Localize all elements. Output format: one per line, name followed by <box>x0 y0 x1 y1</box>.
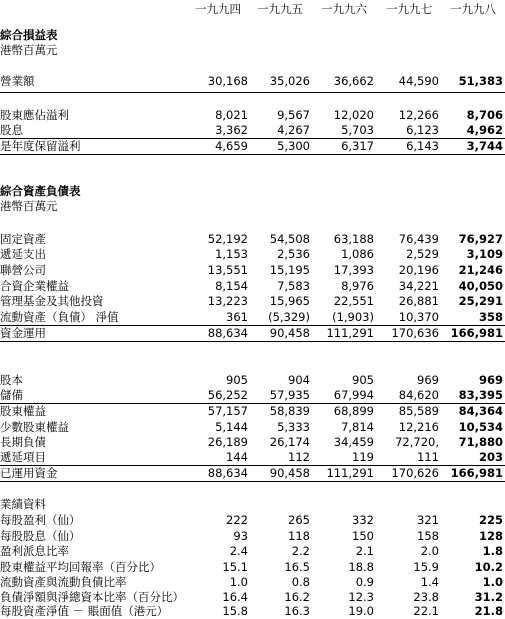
row-label: 管理基金及其他投資 <box>0 294 104 308</box>
table-row <box>0 419 505 435</box>
table-cell: 63,188 <box>333 232 374 246</box>
table-cell: 3,744 <box>466 139 503 153</box>
table-cell: 26,174 <box>269 435 310 449</box>
table-cell: (1,903) <box>332 310 374 324</box>
table-cell: 225 <box>478 513 503 527</box>
year-header-row <box>0 1 505 17</box>
table-cell: 84,620 <box>398 388 439 402</box>
table-cell: 0.8 <box>291 575 310 589</box>
table-cell: 2.0 <box>420 544 439 558</box>
table-cell: 5,333 <box>277 420 310 434</box>
table-cell: 118 <box>288 529 310 543</box>
table-cell: 203 <box>478 450 503 464</box>
table-cell: 144 <box>226 450 248 464</box>
table-row <box>0 387 505 403</box>
row-label: 負債淨額與淨總資本比率（百分比） <box>0 590 184 604</box>
table-cell: 111,291 <box>326 466 374 480</box>
table-cell: 15.1 <box>222 560 248 574</box>
table-cell: 12,266 <box>398 108 439 122</box>
table-row <box>0 372 505 388</box>
row-label: 股本 <box>0 373 23 387</box>
table-cell: 6,317 <box>341 139 374 153</box>
table-cell: 10,370 <box>398 310 439 324</box>
row-label: 營業額 <box>0 74 35 88</box>
table-row <box>0 325 505 341</box>
table-row <box>0 246 505 262</box>
table-cell: 22,551 <box>333 294 374 308</box>
table-cell: 88,634 <box>207 326 248 340</box>
table-cell: 150 <box>352 529 374 543</box>
table-cell: 90,458 <box>269 466 310 480</box>
table-cell: 5,144 <box>215 420 248 434</box>
table-cell: 13,223 <box>207 294 248 308</box>
table-cell: 21,246 <box>458 263 503 277</box>
table-row <box>0 543 505 559</box>
table-cell: 2,529 <box>406 247 439 261</box>
table-cell: 19.0 <box>348 604 374 618</box>
table-cell: 52,192 <box>207 232 248 246</box>
table-cell: 34,459 <box>333 435 374 449</box>
table-cell: 1,086 <box>341 247 374 261</box>
performance-title-row <box>0 496 505 512</box>
table-cell: 4,267 <box>277 123 310 137</box>
year-header: 一九九七 <box>386 2 432 16</box>
table-cell: 0.9 <box>355 575 374 589</box>
table-cell: 90,458 <box>269 326 310 340</box>
table-cell: 8,706 <box>466 108 503 122</box>
table-cell: 1.8 <box>482 544 503 558</box>
table-cell: 71,880 <box>458 435 503 449</box>
table-row <box>0 434 505 450</box>
table-cell: 16.2 <box>284 590 310 604</box>
table-cell: 2.4 <box>229 544 248 558</box>
table-cell: 83,395 <box>458 388 503 402</box>
table-cell: 26,881 <box>398 294 439 308</box>
table-cell: (5,329) <box>268 310 310 324</box>
row-label: 流動資產（負債） 淨值 <box>0 310 119 324</box>
table-cell: 1,153 <box>215 247 248 261</box>
table-cell: 31.2 <box>474 590 503 604</box>
table-cell: 5,703 <box>341 123 374 137</box>
table-cell: 23.8 <box>413 590 439 604</box>
table-cell: 166,981 <box>450 326 503 340</box>
row-label: 固定資產 <box>0 232 46 246</box>
table-row <box>0 293 505 309</box>
balance-sheet-title: 綜合資產負債表 <box>0 184 81 198</box>
table-row <box>0 528 505 544</box>
table-row <box>0 512 505 528</box>
table-cell: 10,534 <box>458 420 503 434</box>
table-cell: 85,589 <box>398 404 439 418</box>
table-cell: 2.2 <box>291 544 310 558</box>
table-cell: 12.3 <box>348 590 374 604</box>
table-cell: 36,662 <box>333 74 374 88</box>
row-label: 股息 <box>0 123 23 137</box>
table-cell: 969 <box>478 373 503 387</box>
table-cell: 4,659 <box>215 139 248 153</box>
table-row <box>0 231 505 247</box>
table-cell: 15.8 <box>222 604 248 618</box>
income-title-row <box>0 27 505 43</box>
table-row <box>0 73 505 89</box>
table-row <box>0 574 505 590</box>
row-label: 是年度保留溢利 <box>0 139 81 153</box>
year-header: 一九九四 <box>195 2 241 16</box>
table-row <box>0 138 505 154</box>
row-label: 聯營公司 <box>0 263 46 277</box>
table-cell: 969 <box>417 373 439 387</box>
table-row <box>0 559 505 575</box>
row-label: 股東權益平均回報率（百分比） <box>0 560 161 574</box>
table-cell: 15,195 <box>269 263 310 277</box>
income-statement-title: 綜合損益表 <box>0 28 58 42</box>
table-cell: 904 <box>288 373 310 387</box>
income-unit-row <box>0 42 505 58</box>
table-cell: 57,157 <box>207 404 248 418</box>
performance-title: 業績資料 <box>0 497 46 511</box>
balance-unit-row <box>0 198 505 214</box>
table-row <box>0 603 505 619</box>
table-row <box>0 262 505 278</box>
table-cell: 7,583 <box>277 279 310 293</box>
row-label: 長期負債 <box>0 435 46 449</box>
table-cell: 166,981 <box>450 466 503 480</box>
table-cell: 17,393 <box>333 263 374 277</box>
table-cell: 361 <box>226 310 248 324</box>
table-cell: 265 <box>288 513 310 527</box>
table-cell: 12,216 <box>398 420 439 434</box>
table-cell: 5,300 <box>277 139 310 153</box>
row-label: 每股盈利（仙） <box>0 513 81 527</box>
table-cell: 905 <box>226 373 248 387</box>
table-cell: 76,927 <box>458 232 503 246</box>
table-cell: 72,720, <box>395 435 439 449</box>
row-label: 已運用資金 <box>0 466 58 480</box>
table-cell: 88,634 <box>207 466 248 480</box>
row-label: 盈利派息比率 <box>0 544 69 558</box>
table-cell: 18.8 <box>348 560 374 574</box>
table-cell: 4,962 <box>466 123 503 137</box>
table-cell: 15,965 <box>269 294 310 308</box>
table-cell: 170,626 <box>391 466 439 480</box>
table-cell: 1.0 <box>229 575 248 589</box>
table-cell: 158 <box>417 529 439 543</box>
table-cell: 112 <box>288 450 310 464</box>
table-cell: 57,935 <box>269 388 310 402</box>
balance-unit-label: 港幣百萬元 <box>0 199 58 213</box>
table-cell: 2,536 <box>277 247 310 261</box>
table-cell: 26,189 <box>207 435 248 449</box>
divider <box>0 481 505 482</box>
table-cell: 9,567 <box>277 108 310 122</box>
row-label: 儲備 <box>0 388 23 402</box>
table-row <box>0 449 505 465</box>
table-cell: 12,020 <box>333 108 374 122</box>
divider <box>0 341 505 342</box>
row-label: 遞延支出 <box>0 247 46 261</box>
table-cell: 93 <box>233 529 248 543</box>
divider <box>0 92 505 93</box>
table-cell: 35,026 <box>269 74 310 88</box>
table-cell: 30,168 <box>207 74 248 88</box>
table-cell: 16.3 <box>284 604 310 618</box>
table-cell: 16.5 <box>284 560 310 574</box>
table-row <box>0 309 505 325</box>
table-cell: 111 <box>417 450 439 464</box>
table-cell: 905 <box>352 373 374 387</box>
table-cell: 58,839 <box>269 404 310 418</box>
table-cell: 111,291 <box>326 326 374 340</box>
row-label: 股東應佔溢利 <box>0 108 69 122</box>
table-cell: 1.4 <box>420 575 439 589</box>
table-cell: 44,590 <box>398 74 439 88</box>
income-unit-label: 港幣百萬元 <box>0 43 58 57</box>
table-cell: 15.9 <box>413 560 439 574</box>
table-cell: 20,196 <box>398 263 439 277</box>
table-cell: 76,439 <box>398 232 439 246</box>
table-row <box>0 465 505 481</box>
table-cell: 21.8 <box>474 604 503 618</box>
row-label: 每股資產淨值 － 賬面值（港元） <box>0 604 169 618</box>
row-label: 合資企業權益 <box>0 279 69 293</box>
table-cell: 128 <box>478 529 503 543</box>
table-cell: 8,021 <box>215 108 248 122</box>
table-cell: 6,143 <box>406 139 439 153</box>
table-cell: 321 <box>417 513 439 527</box>
year-header: 一九九六 <box>321 2 367 16</box>
row-label: 少數股東權益 <box>0 420 69 434</box>
row-label: 資金運用 <box>0 326 46 340</box>
table-cell: 56,252 <box>207 388 248 402</box>
table-row <box>0 107 505 123</box>
table-cell: 170,636 <box>391 326 439 340</box>
table-cell: 2.1 <box>355 544 374 558</box>
table-cell: 84,364 <box>458 404 503 418</box>
table-cell: 1.0 <box>482 575 503 589</box>
table-cell: 40,050 <box>458 279 503 293</box>
table-cell: 119 <box>352 450 374 464</box>
table-cell: 34,221 <box>398 279 439 293</box>
year-header: 一九九八 <box>450 2 496 16</box>
table-row <box>0 278 505 294</box>
table-row <box>0 403 505 419</box>
table-cell: 22.1 <box>413 604 439 618</box>
table-row <box>0 122 505 138</box>
table-cell: 6,123 <box>406 123 439 137</box>
table-cell: 10.2 <box>474 560 503 574</box>
table-cell: 54,508 <box>269 232 310 246</box>
table-cell: 3,362 <box>215 123 248 137</box>
table-cell: 25,291 <box>458 294 503 308</box>
row-label: 流動資產與流動負債比率 <box>0 575 127 589</box>
divider <box>0 154 505 155</box>
table-cell: 8,154 <box>215 279 248 293</box>
table-cell: 3,109 <box>466 247 503 261</box>
table-cell: 358 <box>478 310 503 324</box>
table-cell: 13,551 <box>207 263 248 277</box>
table-cell: 7,814 <box>341 420 374 434</box>
table-cell: 8,976 <box>341 279 374 293</box>
table-cell: 332 <box>352 513 374 527</box>
row-label: 股東權益 <box>0 404 46 418</box>
table-cell: 67,994 <box>333 388 374 402</box>
table-cell: 51,383 <box>458 74 503 88</box>
table-cell: 222 <box>226 513 248 527</box>
year-header: 一九九五 <box>257 2 303 16</box>
row-label: 每股股息（仙） <box>0 529 81 543</box>
row-label: 遞延項目 <box>0 450 46 464</box>
table-cell: 68,899 <box>333 404 374 418</box>
table-cell: 16.4 <box>222 590 248 604</box>
balance-title-row <box>0 183 505 199</box>
